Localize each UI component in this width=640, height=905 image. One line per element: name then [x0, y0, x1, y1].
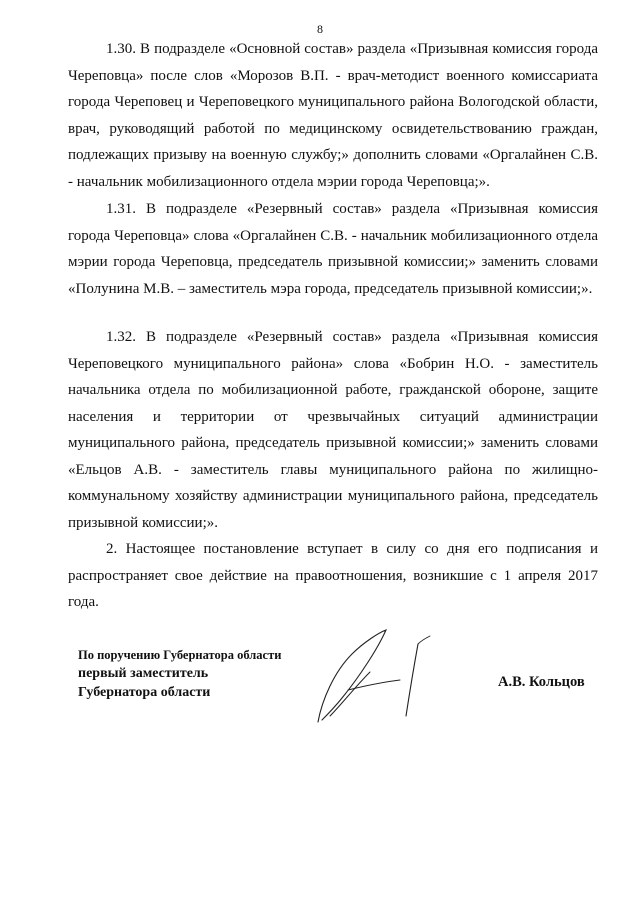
- page-number: 8: [317, 22, 323, 36]
- signatory-title-block: [78, 646, 281, 702]
- paragraph-1-31: 1.31. В подразделе «Резервный состав» раздела «Призывная комиссия города Череповца» слова «Оргалайнен С.В. - начальник мобилизационного отдела мэрии города Череповца, председатель призывной комиссии;» заменить словами «Полунина М.В. – заместитель мэра города, председатель призывной комиссии;».: [68, 201, 598, 297]
- signatory-position-line: первый заместитель: [78, 666, 209, 681]
- paragraph-2: 2. Настоящее постановление вступает в силу со дня его подписания и распространяет свое действие на правоотношения, возникшие с 1 апреля 2017 года.: [68, 541, 598, 610]
- paragraph-1-32: 1.32. В подразделе «Резервный состав» раздела «Призывная комиссия Череповецкого муниципального района» слова «Бобрин Н.О. - заместитель начальника отдела по мобилизационной работе, гражданской обороне, защите населения и территории от чрезвычайных ситуаций администрации муниципального района, председатель призывной комиссии;» заменить словами «Ельцов А.В. - заместитель главы муниципального района по жилищно-коммунальному хозяйству администрации муниципального района, председатель призывной комиссии;».: [68, 329, 598, 531]
- signatory-office-line: Губернатора области: [78, 685, 211, 700]
- signatory-authority-line: По поручению Губернатора области: [78, 648, 282, 662]
- signer-name: А.В. Кольцов: [498, 674, 585, 690]
- paragraph-1-30: 1.30. В подразделе «Основной состав» раздела «Призывная комиссия города Череповца» после слов «Морозов В.П. - врач-методист военного комиссариата города Череповец и Череповецкого муниципального района Вологодской области, врач, руководящий работой по медицинскому освидетельствованию граждан, подлежащих призыву на военную службу;» дополнить словами «Оргалайнен С.В. - начальник мобилизационного отдела мэрии города Череповца;».: [68, 41, 598, 190]
- handwritten-signature: [300, 620, 440, 730]
